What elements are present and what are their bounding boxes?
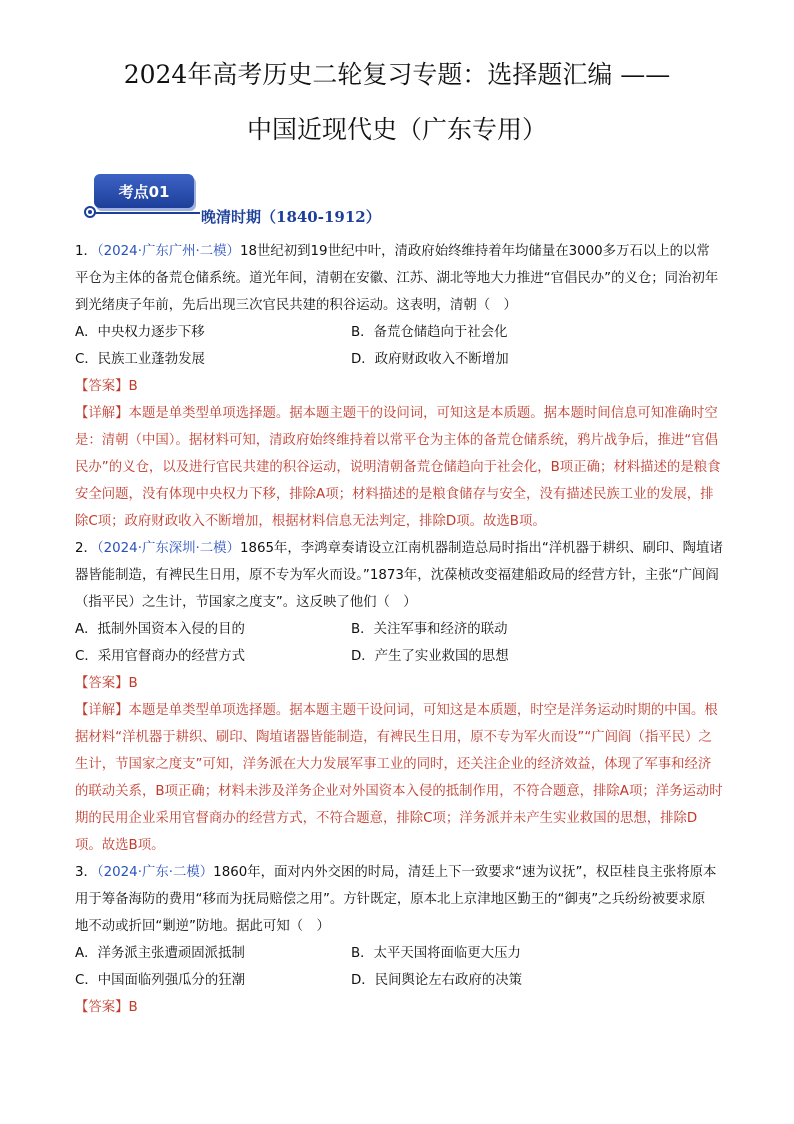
question-number: 3． [75, 865, 97, 880]
option-a: A．洋务派主张遭顽固派抵制 [75, 946, 245, 961]
question-number: 2． [75, 541, 97, 556]
option-c: C．中国面临列强瓜分的狂潮 [75, 973, 246, 988]
options [75, 616, 723, 670]
question-list [75, 238, 723, 1021]
option-b: B．关注军事和经济的联动 [351, 622, 508, 637]
options [75, 319, 723, 373]
answer: 【答案】B [75, 379, 138, 394]
question-stem [75, 859, 723, 913]
badge-dot-icon [84, 206, 96, 218]
option-d: D．产生了实业救国的思想 [351, 649, 509, 664]
option-d: D．政府财政收入不断增加 [351, 352, 509, 367]
question-3 [75, 859, 723, 1021]
document-title-line-2: 中国近现代史（广东专用） [246, 115, 547, 144]
option-c: C．民族工业蓬勃发展 [75, 352, 205, 367]
option-a: A．抵制外国资本入侵的目的 [75, 622, 245, 637]
option-d: D．民间舆论左右政府的决策 [351, 973, 522, 988]
section-title: 晚清时期（1840-1912） [201, 208, 381, 226]
badge-underline [90, 212, 200, 214]
answer: 【答案】B [75, 1000, 138, 1015]
question-source: （2024·广东·二模） [96, 865, 214, 880]
option-a: A．中央权力逐步下移 [75, 325, 205, 340]
question-2 [75, 535, 723, 859]
question-text: 18世纪初到19世纪中叶，清政府始终维持着年均储量在3000多万石以上的以常平仓为主体的备荒仓储系统。道光年间，清朝在安徽、江苏、湖北等地大力推进“官倡民办”的义仓；同治初年到光绪庚子年前，先后出现三次官民共建的积谷运动。这表明，清朝（ ） [75, 244, 719, 313]
topic-badge-label: 考点01 [94, 174, 194, 208]
document-title-line-1: 2024年高考历史二轮复习专题：选择题汇编 —— [123, 60, 671, 89]
question-source: （2024·广东深圳·二模） [96, 541, 240, 556]
answer: 【答案】B [75, 676, 138, 691]
options [75, 940, 723, 994]
explanation: 【详解】本题是单类型单项选择题。据本题主题干设问词，可知这是本质题，时空是洋务运动时期的中国。根据材料“洋机器于耕织、刷印、陶埴诸器皆能制造，有裨民生日用，原不专为军火而设”“广闾阎（指平民）之生计，节国家之度支”可知，洋务派在大力发展军事工业的同时，还关注企业的经济效益，体现了军事和经济的联动关系，B项正确；材料未涉及洋务企业对外国资本入侵的抵制作用，不符合题意，排除A项；洋务运动时期的民用企业采用官督商办的经营方式，不符合题意，排除C项；洋务派并未产生实业救国的思想，排除D项。故选B项。 [75, 703, 723, 853]
explanation: 【详解】本题是单类型单项选择题。据本题主题干的设问词，可知这是本质题。据本题时间信息可知准确时空是：清朝（中国）。据材料可知，清政府始终维持着以常平仓为主体的备荒仓储系统，鸦片战争后，推进“官倡民办”的义仓，以及进行官民共建的积谷运动，说明清朝备荒仓储趋向于社会化，B项正确；材料描述的是粮食安全问题，没有体现中央权力下移，排除A项；材料描述的是粮食储存与安全，没有描述民族工业的发展，排除C项；政府财政收入不断增加，根据材料信息无法判定，排除D项。故选B项。 [75, 406, 721, 529]
question-stem [75, 238, 723, 319]
option-b: B．太平天国将面临更大压力 [351, 946, 521, 961]
question-number: 1． [75, 244, 97, 259]
question-text: 1860年，面对内外交困的时局，清廷上下一致要求“速为议抚”，权臣桂良主张将原本用于筹备海防的费用“移而为抚局赔偿之用”。方针既定，原本北上京津地区勤王的“御夷”之兵纷纷被要求原 [75, 865, 717, 907]
question-text-continued: 地不动或折回“剿逆”防地。据此可知（ ） [75, 919, 330, 934]
question-stem [75, 535, 723, 616]
question-text: 1865年，李鸿章奏请设立江南机器制造总局时指出“洋机器于耕织、刷印、陶埴诸器皆能制造，有裨民生日用，原不专为军火而设。”1873年，沈葆桢改变福建船政局的经营方针，主张“广闾阎（指平民）之生计，节国家之度支”。这反映了他们（ ） [75, 541, 723, 610]
topic-badge [82, 172, 202, 220]
question-source: （2024·广东广州·二模） [96, 244, 240, 259]
option-c: C．采用官督商办的经营方式 [75, 649, 246, 664]
question-1 [75, 238, 723, 535]
option-b: B．备荒仓储趋向于社会化 [351, 325, 508, 340]
